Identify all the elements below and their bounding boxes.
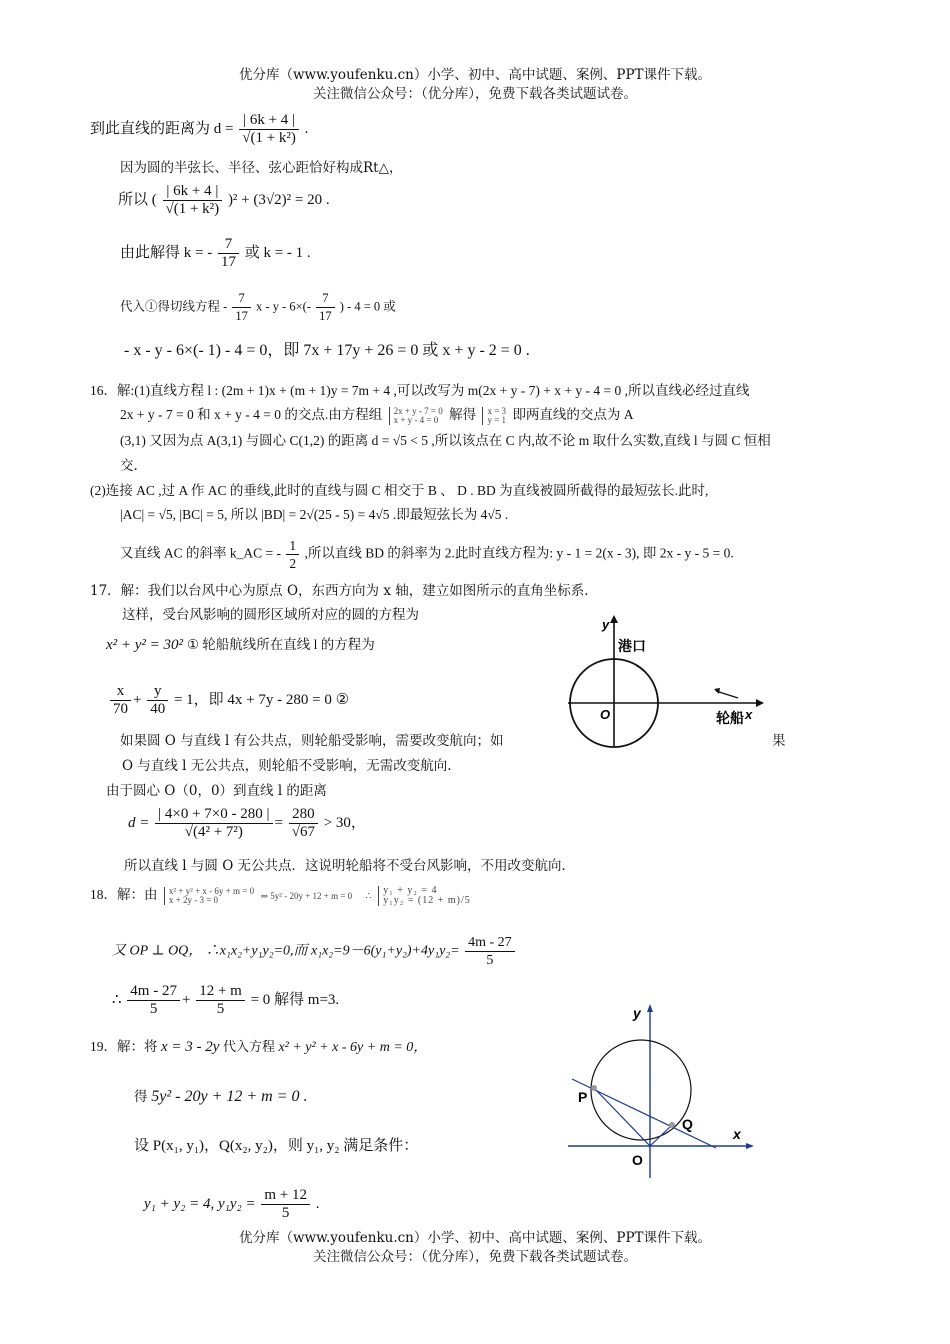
x-axis-arrow: [756, 699, 764, 707]
fraction: $\frac{12 + m}{5}$: [196, 983, 245, 1018]
fraction: $\frac{280}{√67}$: [289, 806, 318, 841]
segment-oq: [650, 1125, 672, 1146]
p16-line2: 2x + y - 7 = 0 和 x + y - 4 = 0 的交点.由方程组 2x + y - 7 = 0 x + y - 4 = 0 解得 x = 3 y = 1 即两直线的交点为 A: [120, 405, 634, 425]
p17-line1: 17．解：我们以台风中心为原点 O，东西方向为 x 轴，建立如图所示的直角坐标系．: [90, 583, 598, 599]
p17-line9: 所以直线 l 与圆 O 无公共点．这说明轮船将不受台风影响，不用改变航向．: [124, 858, 576, 874]
p17-line5: 如果圆 O 与直线 l 有公共点，则轮船受影响，需要改变航向；如: [120, 733, 504, 749]
figure-17-typhoon-diagram: [548, 612, 773, 752]
system-of-equations: x² + y² + x - 6y + m = 0 x + 2y - 3 = 0: [164, 887, 254, 905]
segment-op: [594, 1088, 650, 1146]
p15-line6: - x - y - 6×(- 1) - 4 = 0，即 7x + 17y + 26 = 0 或 x + y - 2 = 0 .: [124, 342, 530, 359]
q-label: Q: [682, 1116, 693, 1132]
p19-line1: 19．解：将 x = 3 - 2y 代入方程 x² + y² + x - 6y + m = 0，: [90, 1039, 428, 1055]
fraction: $\frac{| 6k + 4 |}{\text{√(1 + k²)}}$: [239, 112, 299, 147]
footer-line-1: 优分库（www.youfenku.cn）小学、初中、高中试题、案例、PPT课件下载。: [238, 1230, 712, 1246]
p16-line3: (3,1) 又因为点 A(3,1) 与圆心 C(1,2) 的距离 d = √5 < 5 ,所以该点在 C 内,故不论 m 取什么实数,直线 l 与圆 C 恒相: [120, 433, 771, 448]
y-label: y: [633, 1005, 641, 1021]
figure-19-circle-diagram: [560, 1000, 770, 1180]
header-line-2: 关注微信公众号：（优分库），免费下载各类试题试卷。: [313, 86, 637, 102]
fraction: $\frac{y}{40}$: [147, 683, 168, 718]
p16-line5: (2)连接 AC ,过 A 作 AC 的垂线,此时的直线与圆 C 相交于 B 、 D . BD 为直线被圆所截得的最短弦长.此时,: [90, 483, 709, 498]
p19-line2: 得 5y² - 20y + 12 + m = 0 .: [134, 1088, 308, 1105]
fraction: $\frac{| 6k + 4 |}{\text{√(1 + k²)}}$: [163, 183, 223, 218]
circle: [591, 1040, 691, 1140]
p18-line3: ∴ $\frac{4m - 27}{5}$ + $\frac{12 + m}{5}$ = 0 解得 m=3.: [112, 983, 340, 1017]
p19-line4: y₁ + y₂ = 4, y₁y₂ = $\frac{m + 12}{5}$ .: [144, 1187, 320, 1221]
fraction: $\frac{m + 12}{5}$: [261, 1187, 310, 1222]
fraction: $\frac{4m - 27}{5}$: [127, 983, 180, 1018]
p15-line1: 到此直线的距离为 d = $\frac{| 6k + 4 |}{\text{√(1 + k²)}}$ .: [90, 112, 309, 146]
p16-line1: 16．解:(1)直线方程 l : (2m + 1)x + (m + 1)y = 7m + 4 ,可以改写为 m(2x + y - 7) + x + y - 4 = 0 ,所以直线必经过直线: [90, 383, 750, 398]
y-axis-arrow: [647, 1004, 653, 1012]
header-line-1: 优分库（www.youfenku.cn）小学、初中、高中试题、案例、PPT课件下载。: [238, 67, 712, 83]
fraction: $\frac{x}{70}$: [110, 683, 131, 718]
p15-line4: 由此解得 k = - $\frac{7}{17}$ 或 k = - 1 .: [120, 236, 311, 270]
p18-line1: 18．解：由 x² + y² + x - 6y + m = 0 x + 2y - 3 = 0 ⇒ 5y² - 20y + 12 + m = 0 ∴ y₁ + y₂ = 4 y₁y₂ = (12 + m)/5: [90, 885, 471, 906]
port-label: 港口: [618, 638, 646, 654]
y-label: y: [602, 617, 610, 632]
p15-line3: 所以 ( $\frac{| 6k + 4 |}{\text{√(1 + k²)}}$ )² + (3√2)² = 20 .: [118, 183, 330, 217]
ship-arrow: [714, 688, 720, 694]
p17-line3: x² + y² = 30² ① 轮船航线所在直线 l 的方程为: [106, 637, 375, 653]
ship-label: 轮船: [716, 710, 744, 726]
p17-line8: d = $\frac{| 4\times 0 + 7\times 0 - 280 |}{\text{√(4² + 7²)}}$ = $\frac{280}{√67}$ > 30，: [128, 806, 366, 840]
p17-line2: 这样，受台风影响的圆形区域所对应的圆的方程为: [122, 607, 419, 623]
system-of-equations: 2x + y - 7 = 0 x + y - 4 = 0: [389, 407, 443, 425]
system-solution: x = 3 y = 1: [482, 407, 506, 425]
fraction: $\frac{4m - 27}{5}$: [465, 934, 515, 969]
y-axis-arrow: [610, 615, 618, 623]
point-q: [669, 1122, 675, 1128]
x-axis-arrow: [746, 1143, 754, 1149]
p19-line3: 设 P(x₁, y₁)，Q(x₂, y₂)，则 y₁, y₂ 满足条件：: [134, 1138, 419, 1154]
p15-line2: 因为圆的半弦长、半径、弦心距恰好构成Rt△，: [120, 160, 403, 176]
p17-line4: $\frac{x}{70}$ + $\frac{y}{40}$ = 1，即 4x + 7y - 280 = 0 ②: [108, 683, 349, 718]
origin-label: O: [600, 707, 611, 722]
fraction: $\frac{| 4\times 0 + 7\times 0 - 280 |}{\text{√(4² + 7²)}}$: [155, 806, 272, 841]
fraction: $\frac{7}{17}$: [316, 290, 335, 325]
x-label: x: [733, 1126, 741, 1142]
system-result: y₁ + y₂ = 4 y₁y₂ = (12 + m)/5: [378, 886, 470, 906]
p16-line4: 交.: [120, 458, 138, 474]
p18-line2: 又 OP ⊥ OQ， ∴x₁x₂+y₁y₂=0,而 x₁x₂=9－6(y₁+y₂)+4y₁y₂= $\frac{4m - 27}{5}$: [112, 934, 517, 969]
p16-line6: |AC| = √5, |BC| = 5, 所以 |BD| = 2√(25 - 5) = 4√5 .即最短弦长为 4√5 .: [120, 507, 509, 522]
o-label: O: [632, 1152, 643, 1168]
fraction: $\frac{7}{17}$: [232, 290, 251, 325]
footer-line-2: 关注微信公众号：（优分库），免费下载各类试题试卷。: [313, 1249, 637, 1265]
p17-line6: O 与直线 l 无公共点，则轮船不受影响，无需改变航向.: [122, 758, 452, 774]
fraction: $\frac{1}{2}$: [286, 537, 299, 572]
p17-line5-end: 果: [772, 733, 786, 749]
p-label: P: [578, 1089, 588, 1105]
fraction: $\frac{7}{17}$: [218, 236, 239, 271]
x-label: x: [745, 707, 753, 722]
p17-line7: 由于圆心 O（0，0）到直线 l 的距离: [106, 783, 327, 799]
point-p: [591, 1085, 597, 1091]
p15-line5: 代入①得切线方程 - $\frac{7}{17}$ x - y - 6×(- $\frac{7}{17}$ ) - 4 = 0 或: [120, 291, 396, 323]
p16-line7: 又直线 AC 的斜率 k_AC = - $\frac{1}{2}$ ,所以直线 BD 的斜率为 2.此时直线方程为: y - 1 = 2(x - 3), 即 2x - y - 5 = 0.: [120, 538, 734, 571]
